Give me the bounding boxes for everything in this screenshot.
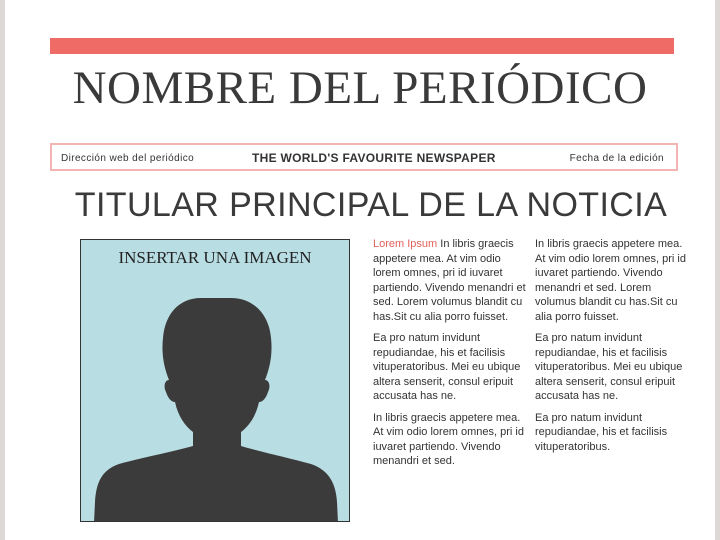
- tagline: THE WORLD'S FAVOURITE NEWSPAPER: [252, 151, 496, 165]
- newspaper-title: NOMBRE DEL PERIÓDICO: [72, 62, 648, 114]
- website-address: Dirección web del periódico: [61, 153, 195, 164]
- lead-text: Lorem Ipsum: [373, 238, 438, 250]
- paragraph: In libris graecis appetere mea. At vim odio lorem omnes, pri id iuvaret partiendo. Vivendo menandri et sed.: [373, 411, 524, 467]
- edition-date: Fecha de la edición: [569, 153, 664, 164]
- article-column-1: [373, 237, 531, 476]
- accent-bar: [50, 38, 674, 54]
- paragraph: Ea pro natum invidunt repudiandae, his et facilisis vituperatoribus. Mei eu ubique altera senserit, consul eripuit accusata has ne.: [535, 332, 683, 402]
- info-bar: [50, 143, 678, 171]
- paragraph: In libris graecis appetere mea. At vim odio lorem omnes, pri id iuvaret partiendo. Vivendo menandri et sed. Lorem volumus blandit cu has.Sit cu alia porro fuisset.: [535, 238, 686, 323]
- main-headline: TITULAR PRINCIPAL DE LA NOTICIA: [74, 186, 668, 224]
- article-column-2: [535, 237, 695, 461]
- paragraph: Ea pro natum invidunt repudiandae, his et facilisis vituperatoribus. Mei eu ubique altera senserit, consul eripuit accusata has ne.: [373, 332, 521, 402]
- person-silhouette-icon: [81, 240, 350, 522]
- image-placeholder-label: INSERTAR UNA IMAGEN: [118, 248, 312, 267]
- paragraph: Lorem Ipsum In libris graecis appetere mea. At vim odio lorem omnes, pri id iuvaret partiendo. Vivendo menandri et sed. Lorem volumus blandit cu has.Sit cu alia porro fuisset.: [373, 238, 526, 323]
- paragraph: Ea pro natum invidunt repudiandae, his et facilisis vituperatoribus.: [535, 411, 668, 453]
- image-placeholder[interactable]: [80, 239, 350, 522]
